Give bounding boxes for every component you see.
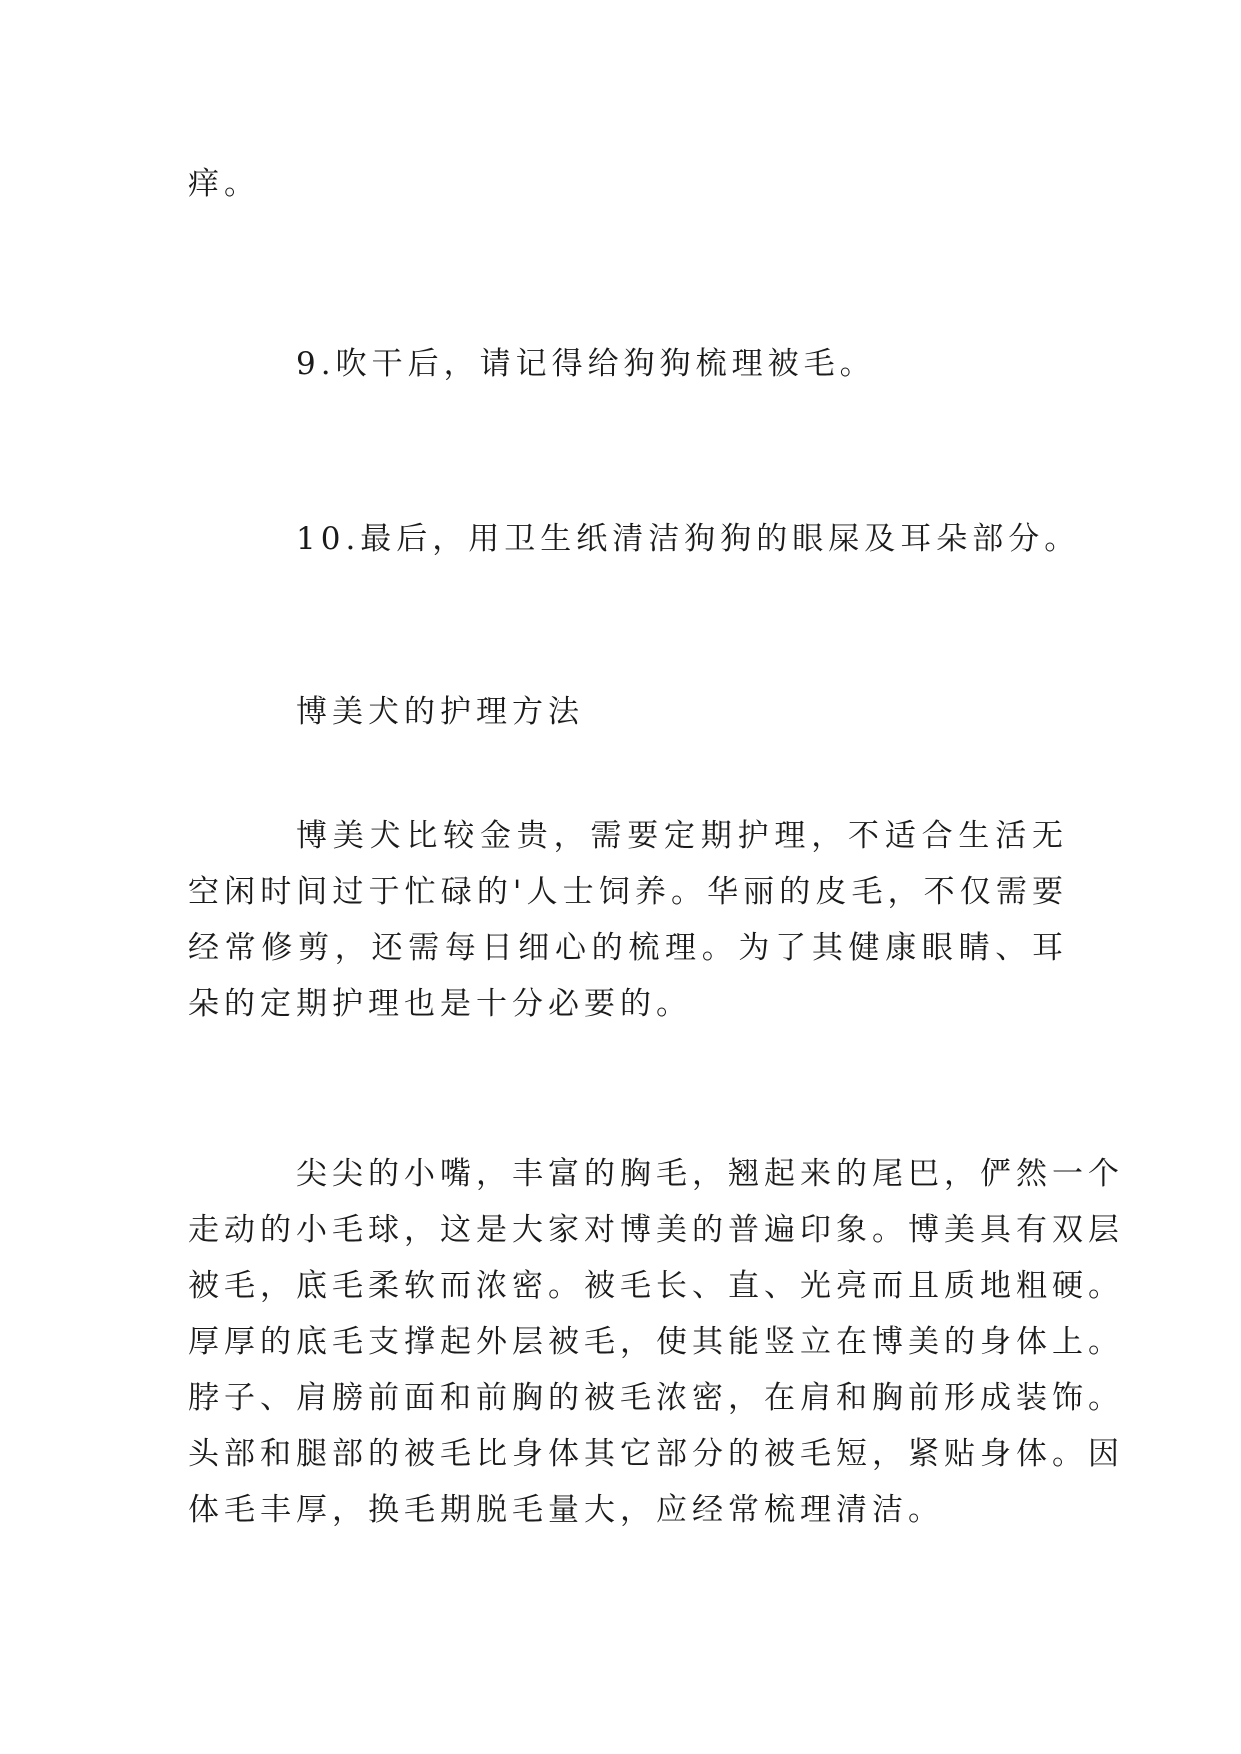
paragraph-line: 尖尖的小嘴，丰富的胸毛，翘起来的尾巴，俨然一个 (296, 1156, 1124, 1192)
paragraph-line: 走动的小毛球，这是大家对博美的普遍印象。博美具有双层 (188, 1212, 1124, 1248)
continuation-line: 痒。 (188, 166, 260, 202)
step-9: 9.吹干后，请记得给狗狗梳理被毛。 (296, 346, 876, 382)
paragraph-line: 体毛丰厚，换毛期脱毛量大，应经常梳理清洁。 (188, 1492, 944, 1528)
step-10: 10.最后，用卫生纸清洁狗狗的眼屎及耳朵部分。 (296, 521, 1081, 557)
paragraph-line: 厚厚的底毛支撑起外层被毛，使其能竖立在博美的身体上。 (188, 1324, 1124, 1360)
paragraph-line: 脖子、肩膀前面和前胸的被毛浓密，在肩和胸前形成装饰。 (188, 1380, 1124, 1416)
paragraph-line: 被毛，底毛柔软而浓密。被毛长、直、光亮而且质地粗硬。 (188, 1268, 1124, 1304)
paragraph-care-intro: 博美犬比较金贵，需要定期护理，不适合生活无空闲时间过于忙碌的'人士饲养。华丽的皮毛，不仅需要经常修剪，还需每日细心的梳理。为了其健康眼睛、耳朵的定期护理也是十分必要的。 (188, 818, 1068, 1022)
section-heading: 博美犬的护理方法 (296, 694, 584, 730)
paragraph-line: 头部和腿部的被毛比身体其它部分的被毛短，紧贴身体。因 (188, 1436, 1124, 1472)
